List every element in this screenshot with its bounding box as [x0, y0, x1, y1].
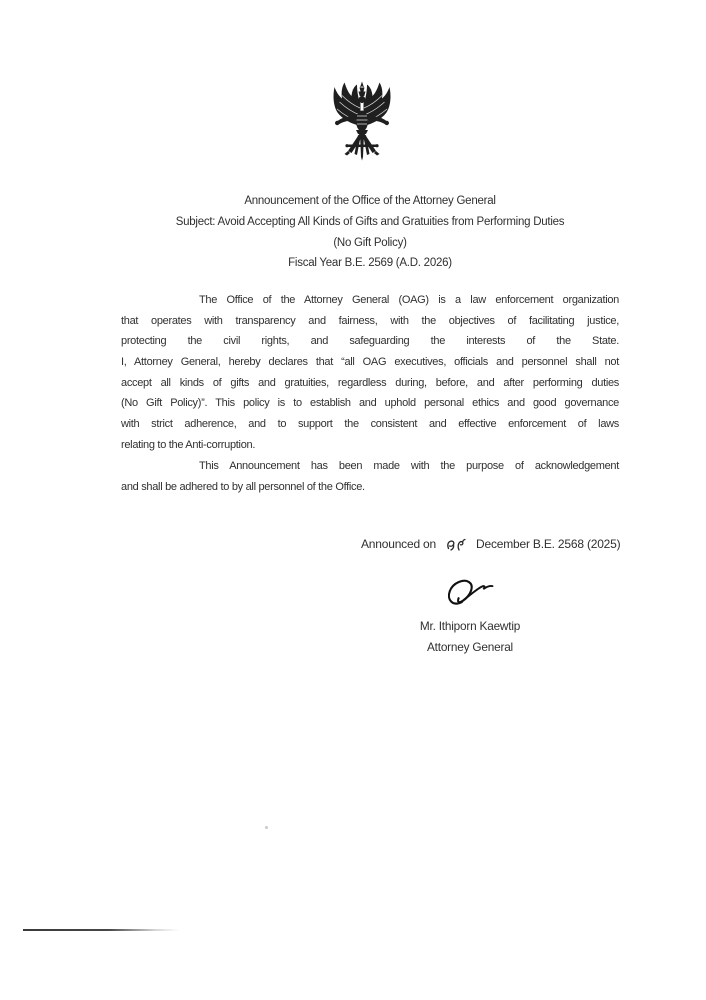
doc-line: (No Gift Policy)”. This policy is to establish and uphold personal ethics and good governance [121, 397, 619, 410]
body-paragraph-2 [121, 456, 619, 497]
scan-artifact-speck [265, 826, 268, 829]
title-block [121, 191, 619, 274]
announced-on-prefix: Announced on [361, 537, 437, 551]
body-paragraph-1 [121, 290, 619, 456]
announcement-title: Announcement of the Office of the Attorney General [244, 195, 496, 207]
signer-name: Mr. Ithiporn Kaewtip [419, 619, 521, 633]
doc-line: I, Attorney General, hereby declares that “all OAG executives, officials and personnel shall not [121, 356, 619, 369]
doc-line: This Announcement has been made with the purpose of acknowledgement [199, 460, 619, 472]
scan-artifact-line [23, 929, 179, 931]
garuda-emblem-icon [330, 81, 394, 161]
subject-line: Subject: Avoid Accepting All Kinds of Gifts and Gratuities from Performing Duties [175, 215, 565, 228]
announced-on-suffix: December B.E. 2568 (2025) [476, 537, 621, 551]
doc-line: accept all kinds of gifts and gratuities, regardless during, before, and after performing duties [121, 376, 619, 389]
doc-line: and shall be adhered to by all personnel of the Office. [121, 480, 365, 493]
doc-line: with strict adherence, and to support the consistent and effective enforcement of laws [121, 418, 619, 431]
garuda-emblem [330, 81, 394, 161]
fiscal-year-line: Fiscal Year B.E. 2569 (A.D. 2026) [288, 257, 452, 270]
signature-block [370, 575, 570, 655]
announced-on-line [361, 536, 620, 553]
doc-line: protecting the civil rights, and safeguarding the interests of the State. [121, 335, 619, 348]
doc-line: that operates with transparency and fairness, with the objectives of facilitating justice, [121, 314, 619, 327]
handwritten-date-icon [445, 538, 467, 552]
doc-line: The Office of the Attorney General (OAG) is a law enforcement organization [199, 294, 619, 306]
signer-title: Attorney General [427, 640, 513, 654]
signature-icon [439, 572, 500, 612]
handwritten-date [443, 538, 469, 552]
policy-line: (No Gift Policy) [333, 236, 407, 249]
doc-line: relating to the Anti-corruption. [121, 438, 256, 451]
